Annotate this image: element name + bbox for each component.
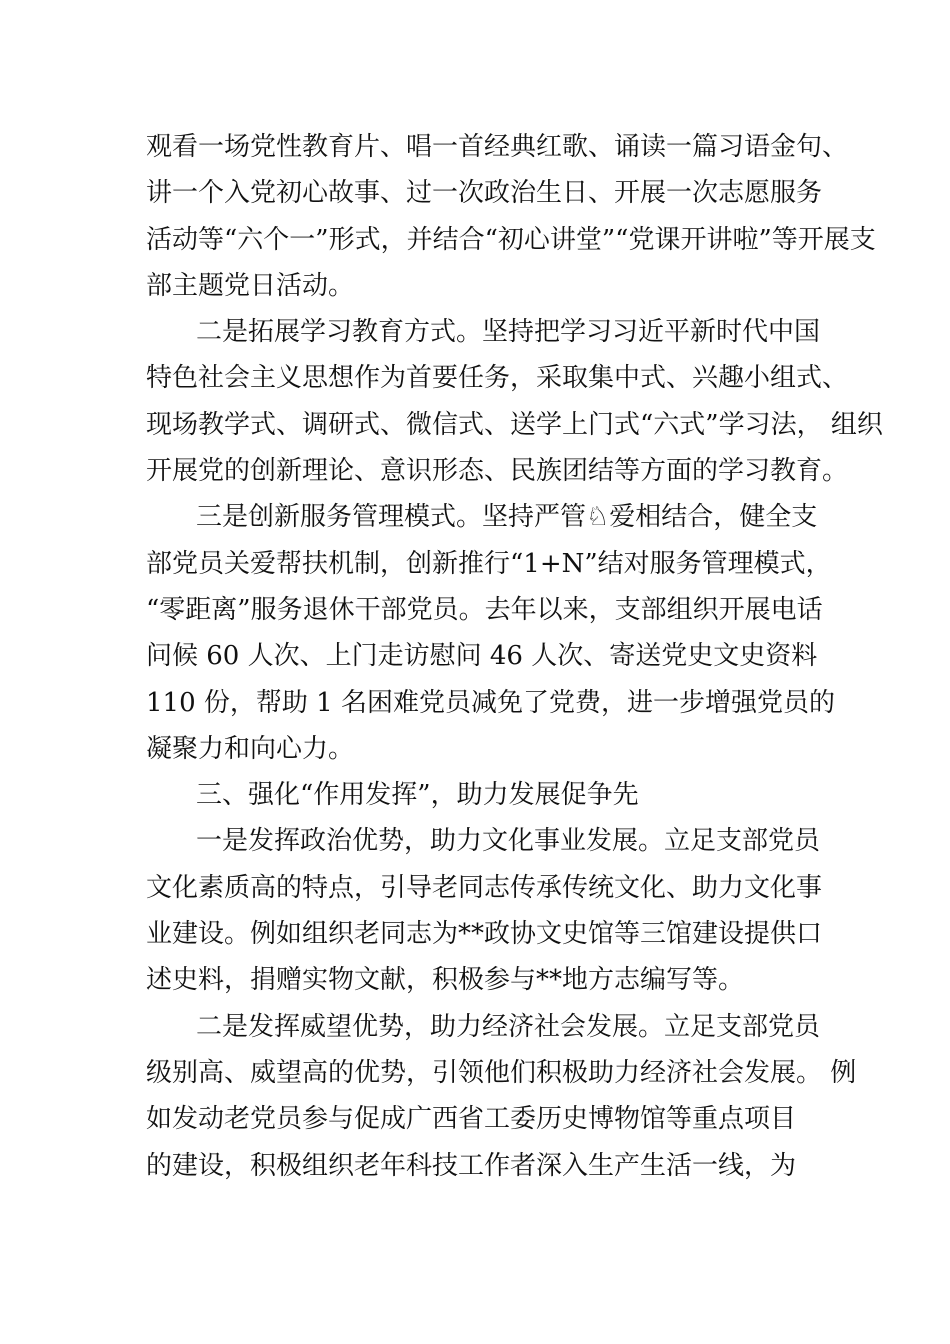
paragraph-heading-line: 三是创新服务管理模式。坚持严管♘爱相结合，健全支	[196, 502, 818, 533]
text-line: 特色社会主义思想作为首要任务，采取集中式、兴趣小组式、	[146, 363, 849, 394]
paragraph-heading-line: 二是发挥威望优势，助力经济社会发展。立足支部党员	[196, 1011, 821, 1042]
text-line: 110 份，帮助 1 名困难党员减免了党费，进一步增强党员的	[146, 687, 835, 718]
text-line: “零距离”服务退休干部党员。去年以来，支部组织开展电话	[146, 594, 823, 625]
paragraph-heading-line: 二是拓展学习教育方式。坚持把学习习近平新时代中国	[196, 317, 821, 348]
document-body	[146, 124, 883, 1189]
text-line: 述史料，捐赠实物文献，积极参与**地方志编写等。	[146, 965, 745, 996]
text-line: 级别高、威望高的优势，引领他们积极助力经济社会发展。 例	[146, 1057, 857, 1088]
text-line: 问候 60 人次、上门走访慰问 46 人次、寄送党史文史资料	[146, 641, 818, 672]
text-line: 如发动老党员参与促成广西省工委历史博物馆等重点项目	[146, 1104, 797, 1135]
text-line: 现场教学式、调研式、微信式、送学上门式“六式”学习法， 组织	[146, 409, 883, 440]
text-line: 开展党的创新理论、意识形态、民族团结等方面的学习教育。	[146, 456, 849, 487]
text-line: 讲一个入党初心故事、过一次政治生日、开展一次志愿服务	[146, 178, 823, 209]
text-line: 部主题党日活动。	[146, 270, 355, 301]
text-line: 业建设。例如组织老同志为**政协文史馆等三馆建设提供口	[146, 919, 823, 950]
text-line: 的建设，积极组织老年科技工作者深入生产生活一线，为	[146, 1150, 797, 1181]
section-heading: 三、强化“作用发挥”，助力发展促争先	[196, 780, 639, 811]
text-line: 文化素质高的特点，引导老同志传承传统文化、助力文化事	[146, 872, 823, 903]
text-line: 凝聚力和向心力。	[146, 733, 355, 764]
text-line: 部党员关爱帮扶机制，创新推行“1+N”结对服务管理模式，	[146, 548, 832, 579]
text-line: 观看一场党性教育片、唱一首经典红歌、诵读一篇习语金句、	[146, 132, 849, 162]
text-line: 活动等“六个一”形式，并结合“初心讲堂”“党课开讲啦”等开展支	[146, 224, 876, 255]
paragraph-heading-line: 一是发挥政治优势，助力文化事业发展。立足支部党员	[196, 826, 821, 857]
